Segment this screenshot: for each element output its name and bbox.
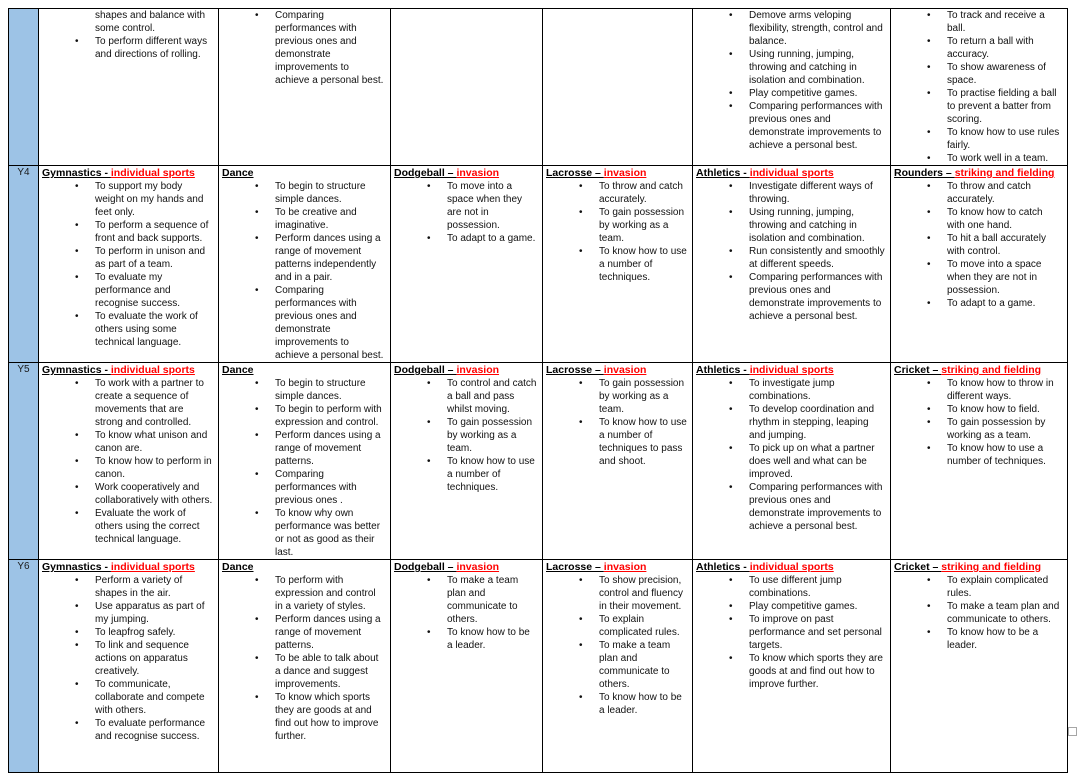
objective-item: • Comparing performances with previous ones and demonstrate improvements to achieve a personal best. [693,481,890,533]
curriculum-table-body [9,9,1068,773]
sport-category: individual sports [749,167,834,179]
curriculum-cell [39,560,219,773]
curriculum-cell [543,363,693,560]
curriculum-cell [891,363,1068,560]
objective-item: • To begin to structure simple dances. [219,377,390,403]
objective-item: • To throw and catch accurately. [891,180,1067,206]
objective-item: • To gain possession by working as a team. [391,416,542,455]
objectives-list [39,377,218,546]
objective-item: • To throw and catch accurately. [543,180,692,206]
year-group-cell: Y4 [9,166,39,363]
sport-name: Rounders – [894,167,955,179]
sport-name: Lacrosse – [546,561,604,573]
curriculum-cell [543,166,693,363]
curriculum-cell [39,9,219,166]
cell-header [391,363,542,377]
sport-name: Athletics - [696,561,750,573]
objective-item: • Work cooperatively and collaboratively with others. [39,481,218,507]
objective-item: • To track and receive a ball. [891,9,1067,35]
sport-name: Dance [222,167,254,179]
objectives-list [891,9,1067,165]
sport-category: individual sports [110,561,195,573]
objective-item: • Use apparatus as part of my jumping. [39,600,218,626]
objective-item: • Perform dances using a range of movement patterns independently and in a pair. [219,232,390,284]
objectives-list [219,574,390,743]
cell-header [39,166,218,180]
cell-header [39,363,218,377]
objective-item: • To begin to perform with expression and control. [219,403,390,429]
curriculum-cell [39,166,219,363]
objective-item: • To link and sequence actions on apparatus creatively. [39,639,218,678]
sport-name: Cricket – [894,364,942,376]
objective-item: • Comparing performances with previous ones and demonstrate improvements to achieve a personal best. [693,100,890,152]
objective-item: • To know what unison and canon are. [39,429,218,455]
objective-item: • To know how to be a leader. [391,626,542,652]
curriculum-cell [391,560,543,773]
sport-category: striking and fielding [941,364,1042,376]
objective-item: • Run consistently and smoothly at different speeds. [693,245,890,271]
objective-item: • To know how to use a number of techniques to pass and shoot. [543,416,692,468]
objective-item: • To show awareness of space. [891,61,1067,87]
objective-item: • To evaluate my performance and recognise success. [39,271,218,310]
cell-header [543,363,692,377]
curriculum-cell [219,166,391,363]
objective-item: • To know how to use rules fairly. [891,126,1067,152]
sport-category: invasion [456,561,500,573]
cell-header [891,560,1067,574]
objectives-list [391,574,542,652]
table-row-y5 [9,363,1068,560]
objective-item: • Play competitive games. [693,87,890,100]
objective-item: • Perform dances using a range of movement patterns. [219,429,390,468]
objective-item: • To move into a space when they are not in possession. [391,180,542,232]
sport-category: invasion [603,561,647,573]
cell-header [391,560,542,574]
objective-item: • To adapt to a game. [891,297,1067,310]
sport-name: Dance [222,364,254,376]
sport-category: invasion [456,167,500,179]
objective-item: • To gain possession by working as a team. [543,377,692,416]
curriculum-cell [693,9,891,166]
objective-item: • To know how to catch with one hand. [891,206,1067,232]
objective-item: • To know how to throw in different ways. [891,377,1067,403]
sport-name: Athletics - [696,364,750,376]
curriculum-cell [219,9,391,166]
table-resize-handle[interactable] [1068,727,1077,736]
curriculum-cell [391,363,543,560]
objective-item: • To work with a partner to create a sequence of movements that are strong and controlled. [39,377,218,429]
table-row-y4 [9,166,1068,363]
objective-item: • Comparing performances with previous ones and demonstrate improvements to achieve a personal best. [219,284,390,362]
objective-item: • To make a team plan and communicate to others. [391,574,542,626]
sport-name: Lacrosse – [546,167,604,179]
objectives-list [219,180,390,362]
objective-item: • To show precision, control and fluency in their movement. [543,574,692,613]
objective-item: • Using running, jumping, throwing and catching in isolation and combination. [693,206,890,245]
sport-category: invasion [456,364,500,376]
objectives-list [693,9,890,152]
sport-name: Athletics - [696,167,750,179]
sport-category: striking and fielding [954,167,1055,179]
sport-category: individual sports [110,364,195,376]
curriculum-cell [543,560,693,773]
curriculum-cell [891,9,1068,166]
objective-item: • To hit a ball accurately with control. [891,232,1067,258]
sport-category: striking and fielding [941,561,1042,573]
curriculum-cell [543,9,693,166]
objective-item: • To know which sports they are goods at and find out how to improve further. [219,691,390,743]
objective-item: • To explain complicated rules. [891,574,1067,600]
objective-item: • To control and catch a ball and pass whilst moving. [391,377,542,416]
objective-item: • To leapfrog safely. [39,626,218,639]
curriculum-cell [693,363,891,560]
sport-name: Dodgeball – [394,167,457,179]
objective-item: • To improve on past performance and set personal targets. [693,613,890,652]
objective-item: • To develop coordination and rhythm in stepping, leaping and jumping. [693,403,890,442]
cell-header [543,560,692,574]
objective-item: • To be creative and imaginative. [219,206,390,232]
objectives-list [693,180,890,323]
table-row-continued [9,9,1068,166]
objective-item: • To make a team plan and communicate to others. [543,639,692,691]
table-row-y6 [9,560,1068,773]
curriculum-cell [219,560,391,773]
objectives-list [391,180,542,245]
sport-category: invasion [603,364,647,376]
objective-item: • To adapt to a game. [391,232,542,245]
objectives-list [543,377,692,468]
objective-item: • To know how to perform in canon. [39,455,218,481]
objective-item: • To explain complicated rules. [543,613,692,639]
objective-item: • To evaluate the work of others using some technical language. [39,310,218,349]
objective-item: • To be able to talk about a dance and suggest improvements. [219,652,390,691]
objectives-list [39,9,218,61]
objective-item: • Perform dances using a range of movement patterns. [219,613,390,652]
objective-item: • To perform a sequence of front and back supports. [39,219,218,245]
sport-name: Gymnastics - [42,364,111,376]
objectives-list [39,180,218,349]
sport-name: Gymnastics - [42,167,111,179]
cell-header [891,166,1067,180]
objective-item: • To know how to be a leader. [891,626,1067,652]
objectives-list [891,377,1067,468]
objective-item: • To know how to use a number of techniques. [391,455,542,494]
objective-item: • To perform with expression and control in a variety of styles. [219,574,390,613]
objective-item: • To perform in unison and as part of a team. [39,245,218,271]
objective-item: • To begin to structure simple dances. [219,180,390,206]
year-group-cell [9,9,39,166]
cell-header [693,166,890,180]
objective-item: • To gain possession by working as a team. [891,416,1067,442]
curriculum-cell [391,166,543,363]
sport-name: Cricket – [894,561,942,573]
cell-header [391,166,542,180]
year-group-cell: Y5 [9,363,39,560]
objective-item: • To return a ball with accuracy. [891,35,1067,61]
objectives-list [693,574,890,691]
objectives-list [543,574,692,717]
sport-category: invasion [603,167,647,179]
year-group-cell: Y6 [9,560,39,773]
sport-category: individual sports [749,561,834,573]
cell-header [39,560,218,574]
cell-header [219,560,390,574]
objectives-list [219,377,390,559]
objectives-list [391,377,542,494]
sport-name: Dodgeball – [394,561,457,573]
cell-header [693,560,890,574]
objective-item: • Evaluate the work of others using the correct technical language. [39,507,218,546]
objective-item: • To make a team plan and communicate to others. [891,600,1067,626]
objective-item: • Comparing performances with previous ones . [219,468,390,507]
cell-header [219,363,390,377]
cell-header [891,363,1067,377]
objective-item: • To gain possession by working as a team. [543,206,692,245]
objective-item: • To use different jump combinations. [693,574,890,600]
objective-item: • Comparing performances with previous ones and demonstrate improvements to achieve a personal best. [219,9,390,87]
objectives-list [219,9,390,87]
curriculum-cell [219,363,391,560]
objective-item: • To pick up on what a partner does well and what can be improved. [693,442,890,481]
objective-item: • To evaluate performance and recognise success. [39,717,218,743]
pe-curriculum-table [8,8,1068,773]
sport-category: individual sports [110,167,195,179]
objective-item: • To support my body weight on my hands and feet only. [39,180,218,219]
sport-name: Lacrosse – [546,364,604,376]
objective-item: • To communicate, collaborate and compete with others. [39,678,218,717]
objective-continuation: shapes and balance with some control. [95,10,206,34]
objective-item: • Using running, jumping, throwing and catching in isolation and combination. [693,48,890,87]
sport-name: Dance [222,561,254,573]
sport-name: Dodgeball – [394,364,457,376]
objective-item: • To know why own performance was better or not as good as their last. [219,507,390,559]
objectives-list [693,377,890,533]
objective-item: • To know which sports they are goods at and find out how to improve further. [693,652,890,691]
objective-item: • Investigate different ways of throwing. [693,180,890,206]
objective-item: • To know how to use a number of techniques. [891,442,1067,468]
curriculum-cell [891,560,1068,773]
objective-item: • Play competitive games. [693,600,890,613]
objective-item: • Comparing performances with previous ones and demonstrate improvements to achieve a personal best. [693,271,890,323]
objective-item: • To know how to field. [891,403,1067,416]
objectives-list [891,574,1067,652]
objectives-list [891,180,1067,310]
objective-item: • To know how to be a leader. [543,691,692,717]
curriculum-cell [39,363,219,560]
curriculum-cell [693,560,891,773]
objective-item: • To practise fielding a ball to prevent a batter from scoring. [891,87,1067,126]
objectives-list [543,180,692,284]
cell-header [219,166,390,180]
objective-item: • To perform different ways and directions of rolling. [39,35,218,61]
cell-header [543,166,692,180]
sport-name: Gymnastics - [42,561,111,573]
curriculum-cell [693,166,891,363]
objective-item: • Demove arms veloping flexibility, strength, control and balance. [693,9,890,48]
objective-item: • To work well in a team. [891,152,1067,165]
sport-category: individual sports [749,364,834,376]
objectives-list [39,574,218,743]
objective-item: • To know how to use a number of techniques. [543,245,692,284]
cell-header [693,363,890,377]
objective-item: • To investigate jump combinations. [693,377,890,403]
objective-item: • To move into a space when they are not in possession. [891,258,1067,297]
objective-item: • Perform a variety of shapes in the air. [39,574,218,600]
curriculum-cell [891,166,1068,363]
curriculum-cell [391,9,543,166]
